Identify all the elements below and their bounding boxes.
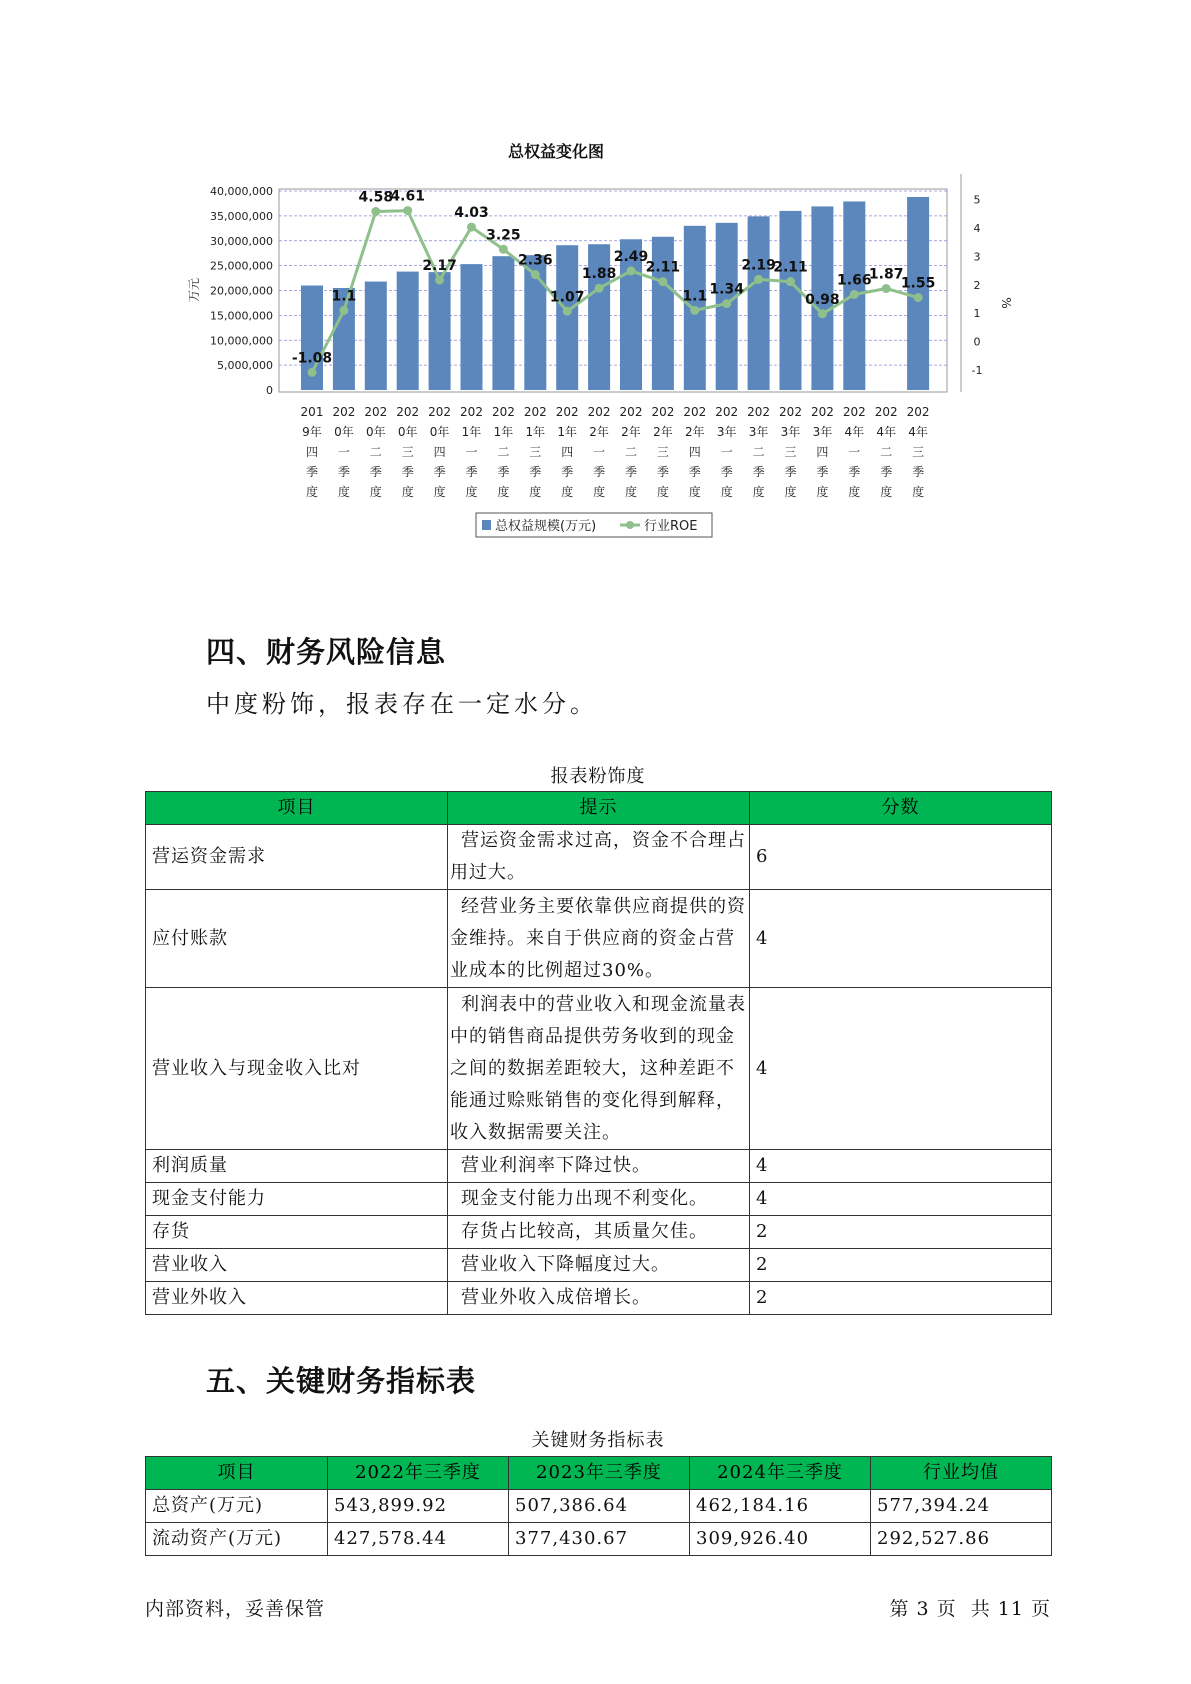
x-tick-label: 度 bbox=[752, 485, 765, 499]
x-tick-label: 季 bbox=[848, 465, 861, 479]
x-tick-label: 4年 bbox=[844, 425, 865, 439]
table-row bbox=[146, 1490, 1052, 1523]
x-tick-label: 三 bbox=[401, 445, 414, 459]
bar bbox=[556, 245, 578, 390]
key-table-caption: 关键财务指标表 bbox=[531, 1430, 665, 1451]
roe-point bbox=[371, 207, 380, 216]
x-tick-label: 三 bbox=[656, 445, 669, 459]
x-tick-label: 度 bbox=[593, 485, 606, 499]
x-tick-label: 0年 bbox=[429, 425, 450, 439]
x-tick-label: 一 bbox=[593, 445, 606, 459]
x-tick-label: 季 bbox=[912, 465, 925, 479]
roe-point bbox=[467, 223, 476, 232]
bar bbox=[748, 216, 770, 390]
table-row bbox=[146, 1150, 1052, 1183]
x-tick-label: 一 bbox=[337, 445, 350, 459]
row-value: 507,386.64 bbox=[509, 1490, 690, 1523]
y-tick-label: 35,000,000 bbox=[210, 209, 273, 223]
x-tick-label: 季 bbox=[816, 465, 829, 479]
roe-point bbox=[531, 270, 540, 279]
row-value: 309,926.40 bbox=[690, 1523, 871, 1556]
roe-data-label: 1.88 bbox=[581, 266, 617, 283]
y2-tick-label: 5 bbox=[973, 193, 981, 207]
x-tick-label: 季 bbox=[305, 465, 319, 479]
x-tick-label: 二 bbox=[752, 445, 765, 459]
x-tick-label: 202 bbox=[332, 405, 356, 419]
roe-point bbox=[403, 206, 412, 215]
x-tick-label: 202 bbox=[619, 405, 643, 419]
footer-confidential: 内部资料，妥善保管 bbox=[145, 1598, 326, 1620]
roe-point bbox=[658, 277, 667, 286]
roe-data-label: 1.1 bbox=[331, 288, 357, 305]
x-tick-label: 二 bbox=[369, 445, 382, 459]
x-tick-label: 9年 bbox=[302, 425, 322, 439]
x-tick-label: 202 bbox=[747, 405, 771, 419]
x-tick-label: 度 bbox=[784, 485, 797, 499]
x-tick-label: 季 bbox=[433, 465, 446, 479]
risk-table-header bbox=[146, 792, 1052, 825]
roe-point bbox=[499, 245, 508, 254]
table-row bbox=[146, 1216, 1052, 1249]
x-tick-label: 度 bbox=[912, 485, 925, 499]
chart-title: 总权益变化图 bbox=[507, 142, 605, 161]
x-tick-label: 202 bbox=[874, 405, 898, 419]
x-tick-label: 季 bbox=[529, 465, 542, 479]
row-item: 应付账款 bbox=[146, 890, 448, 988]
legend-swatch-dot bbox=[626, 521, 634, 529]
roe-data-label: 1.34 bbox=[709, 281, 744, 298]
header-score: 分数 bbox=[750, 792, 1052, 825]
x-tick-label: 4年 bbox=[876, 425, 897, 439]
x-tick-label: 202 bbox=[587, 405, 611, 419]
row-score: 4 bbox=[750, 890, 1052, 988]
x-tick-label: 202 bbox=[491, 405, 515, 419]
x-tick-label: 四 bbox=[561, 445, 574, 459]
x-tick-label: 202 bbox=[842, 405, 866, 419]
x-tick-label: 季 bbox=[561, 465, 574, 479]
row-item: 流动资产(万元) bbox=[146, 1523, 328, 1556]
x-tick-label: 二 bbox=[880, 445, 893, 459]
row-item: 营业收入与现金收入比对 bbox=[146, 988, 448, 1150]
roe-point bbox=[722, 299, 731, 308]
roe-data-label: 4.03 bbox=[454, 205, 489, 222]
y-tick-label: 40,000,000 bbox=[210, 185, 273, 198]
x-tick-label: 二 bbox=[624, 445, 638, 459]
row-item: 总资产(万元) bbox=[146, 1490, 328, 1523]
row-item: 营业外收入 bbox=[146, 1282, 448, 1315]
roe-data-label: 1.87 bbox=[868, 266, 904, 283]
x-tick-label: 一 bbox=[720, 445, 733, 459]
x-tick-label: 度 bbox=[337, 485, 350, 499]
row-tip: 存货占比较高，其质量欠佳。 bbox=[448, 1216, 750, 1249]
bar bbox=[492, 256, 514, 390]
x-tick-label: 2年 bbox=[653, 425, 673, 439]
roe-point bbox=[595, 284, 604, 293]
x-tick-label: 2年 bbox=[684, 425, 705, 439]
roe-data-label: 2.36 bbox=[518, 252, 553, 269]
x-tick-label: 三 bbox=[784, 445, 797, 459]
x-tick-label: 度 bbox=[561, 485, 574, 499]
x-tick-label: 三 bbox=[529, 445, 542, 459]
row-value: 427,578.44 bbox=[328, 1523, 509, 1556]
roe-data-label: 2.11 bbox=[773, 259, 808, 276]
x-tick-label: 季 bbox=[624, 465, 638, 479]
roe-data-label: 3.25 bbox=[486, 227, 521, 244]
x-tick-label: 0年 bbox=[334, 425, 354, 439]
roe-data-label: 1.66 bbox=[837, 272, 872, 289]
x-tick-label: 202 bbox=[555, 405, 579, 419]
x-tick-label: 度 bbox=[624, 485, 638, 499]
row-value: 543,899.92 bbox=[328, 1490, 509, 1523]
roe-data-label: 1.55 bbox=[900, 275, 936, 292]
row-item: 营业收入 bbox=[146, 1249, 448, 1282]
x-tick-label: 一 bbox=[848, 445, 861, 459]
row-tip: 营业利润率下降过快。 bbox=[448, 1150, 750, 1183]
bar bbox=[365, 282, 387, 390]
y-tick-label: 25,000,000 bbox=[210, 259, 273, 273]
row-score: 6 bbox=[750, 825, 1052, 890]
risk-table-caption: 报表粉饰度 bbox=[550, 766, 646, 787]
header-2023q3: 2023年三季度 bbox=[509, 1457, 690, 1490]
roe-point bbox=[690, 306, 699, 315]
equity-chart-svg bbox=[150, 140, 1013, 610]
x-tick-label: 季 bbox=[784, 465, 797, 479]
table-row bbox=[146, 1249, 1052, 1282]
x-tick-label: 202 bbox=[779, 405, 802, 419]
roe-data-label: 1.07 bbox=[549, 289, 585, 306]
y-axis-label: 万元 bbox=[187, 277, 201, 303]
bar bbox=[429, 272, 451, 390]
x-tick-label: 一 bbox=[465, 445, 478, 459]
row-item: 利润质量 bbox=[146, 1150, 448, 1183]
row-value: 462,184.16 bbox=[690, 1490, 871, 1523]
bar bbox=[397, 272, 419, 390]
x-tick-label: 季 bbox=[720, 465, 733, 479]
y-tick-label: 30,000,000 bbox=[210, 234, 273, 248]
roe-point bbox=[435, 275, 444, 284]
roe-point bbox=[563, 307, 572, 316]
roe-data-label: 2.17 bbox=[422, 257, 457, 274]
roe-data-label: 4.58 bbox=[358, 189, 394, 206]
row-score: 2 bbox=[750, 1282, 1052, 1315]
row-value: 377,430.67 bbox=[509, 1523, 690, 1556]
row-tip: 营业外收入成倍增长。 bbox=[448, 1282, 750, 1315]
x-tick-label: 度 bbox=[497, 485, 510, 499]
row-score: 2 bbox=[750, 1249, 1052, 1282]
x-tick-label: 度 bbox=[816, 485, 829, 499]
x-tick-label: 度 bbox=[369, 485, 382, 499]
bar bbox=[780, 211, 802, 390]
y2-tick-label: 1 bbox=[973, 307, 981, 321]
x-tick-label: 3年 bbox=[780, 425, 801, 439]
x-tick-label: 度 bbox=[529, 485, 542, 499]
y2-tick-label: 2 bbox=[973, 278, 981, 292]
x-tick-label: 202 bbox=[810, 405, 834, 419]
roe-data-label: 4.61 bbox=[390, 188, 425, 205]
y2-tick-label: 0 bbox=[973, 335, 981, 349]
row-score: 4 bbox=[750, 1183, 1052, 1216]
header-item: 项目 bbox=[146, 792, 448, 825]
key-section-title: 五、关键财务指标表 bbox=[206, 1364, 477, 1398]
x-tick-label: 202 bbox=[364, 405, 388, 419]
table-row bbox=[146, 988, 1052, 1150]
roe-data-label: 2.11 bbox=[645, 259, 681, 276]
x-tick-label: 度 bbox=[433, 485, 446, 499]
y2-tick-label: -1 bbox=[971, 364, 983, 378]
x-tick-label: 2年 bbox=[589, 425, 609, 439]
x-tick-label: 3年 bbox=[716, 425, 737, 439]
row-score: 2 bbox=[750, 1216, 1052, 1249]
header-item: 项目 bbox=[146, 1457, 328, 1490]
x-tick-label: 二 bbox=[497, 445, 510, 459]
x-tick-label: 201 bbox=[300, 405, 324, 419]
x-tick-label: 度 bbox=[656, 485, 669, 499]
legend-label-line: 行业ROE bbox=[644, 519, 698, 534]
x-tick-label: 季 bbox=[337, 465, 350, 479]
key-table-header bbox=[146, 1457, 1052, 1490]
row-tip: 现金支付能力出现不利变化。 bbox=[448, 1183, 750, 1216]
x-tick-label: 度 bbox=[880, 485, 893, 499]
x-tick-label: 度 bbox=[465, 485, 478, 499]
roe-data-label: 2.49 bbox=[613, 248, 649, 265]
x-tick-label: 0年 bbox=[365, 425, 386, 439]
row-tip: 利润表中的营业收入和现金流量表中的销售商品提供劳务收到的现金之间的数据差距较大，这种差距不能通过赊账销售的变化得到解释，收入数据需要关注。 bbox=[448, 988, 750, 1150]
legend-swatch-bar bbox=[482, 520, 491, 530]
row-score: 4 bbox=[750, 1150, 1052, 1183]
row-score: 4 bbox=[750, 988, 1052, 1150]
y-tick-label: 0 bbox=[266, 384, 273, 397]
row-tip: 营业收入下降幅度过大。 bbox=[448, 1249, 750, 1282]
x-tick-label: 1年 bbox=[525, 425, 546, 439]
roe-point bbox=[339, 306, 348, 315]
risk-summary: 中度粉饰，报表存在一定水分。 bbox=[206, 690, 598, 718]
x-tick-label: 季 bbox=[880, 465, 893, 479]
roe-point bbox=[754, 275, 763, 284]
x-tick-label: 1年 bbox=[461, 425, 482, 439]
roe-point bbox=[627, 266, 636, 275]
roe-data-label: 2.19 bbox=[741, 257, 776, 274]
roe-point bbox=[786, 277, 795, 286]
roe-point bbox=[308, 368, 317, 377]
x-tick-label: 0年 bbox=[397, 425, 418, 439]
table-row bbox=[146, 1282, 1052, 1315]
row-item: 存货 bbox=[146, 1216, 448, 1249]
risk-table bbox=[145, 791, 1052, 1315]
x-tick-label: 度 bbox=[688, 485, 701, 499]
roe-data-label: -1.08 bbox=[291, 350, 333, 367]
x-tick-label: 202 bbox=[523, 405, 547, 419]
x-tick-label: 季 bbox=[656, 465, 669, 479]
y2-tick-label: 3 bbox=[973, 250, 981, 264]
y-tick-label: 10,000,000 bbox=[210, 334, 273, 348]
x-tick-label: 202 bbox=[651, 405, 675, 419]
y2-tick-label: 4 bbox=[973, 221, 981, 235]
x-tick-label: 202 bbox=[396, 405, 420, 419]
y-tick-label: 5,000,000 bbox=[217, 359, 273, 373]
y-tick-label: 15,000,000 bbox=[210, 309, 273, 323]
table-row bbox=[146, 1183, 1052, 1216]
x-tick-label: 度 bbox=[305, 485, 319, 499]
header-tip: 提示 bbox=[448, 792, 750, 825]
x-tick-label: 度 bbox=[720, 485, 733, 499]
x-tick-label: 季 bbox=[688, 465, 701, 479]
row-item: 现金支付能力 bbox=[146, 1183, 448, 1216]
key-metrics-table bbox=[145, 1456, 1052, 1556]
x-tick-label: 1年 bbox=[493, 425, 514, 439]
table-row bbox=[146, 890, 1052, 988]
x-tick-label: 季 bbox=[401, 465, 414, 479]
x-tick-label: 季 bbox=[369, 465, 382, 479]
header-2024q3: 2024年三季度 bbox=[690, 1457, 871, 1490]
x-tick-label: 202 bbox=[715, 405, 739, 419]
x-tick-label: 季 bbox=[497, 465, 510, 479]
x-tick-label: 202 bbox=[683, 405, 707, 419]
legend-label-bar: 总权益规模(万元) bbox=[495, 519, 597, 534]
x-tick-label: 1年 bbox=[557, 425, 578, 439]
roe-point bbox=[914, 293, 923, 302]
row-tip: 经营业务主要依靠供应商提供的资金维持。来自于供应商的资金占营业成本的比例超过30%。 bbox=[448, 890, 750, 988]
roe-data-label: 1.1 bbox=[682, 288, 708, 305]
bar bbox=[461, 264, 483, 390]
roe-data-label: 0.98 bbox=[805, 291, 840, 308]
equity-chart bbox=[150, 140, 1013, 610]
footer-page-number: 第 3 页 共 11 页 bbox=[889, 1598, 1051, 1620]
x-tick-label: 四 bbox=[688, 445, 701, 459]
roe-point bbox=[850, 290, 859, 299]
row-item: 营运资金需求 bbox=[146, 825, 448, 890]
x-tick-label: 202 bbox=[906, 405, 930, 419]
roe-point bbox=[882, 284, 891, 293]
header-industry-avg: 行业均值 bbox=[871, 1457, 1052, 1490]
row-value: 292,527.86 bbox=[871, 1523, 1052, 1556]
header-2022q3: 2022年三季度 bbox=[328, 1457, 509, 1490]
table-row bbox=[146, 1523, 1052, 1556]
x-tick-label: 季 bbox=[752, 465, 765, 479]
table-row bbox=[146, 825, 1052, 890]
x-tick-label: 四 bbox=[305, 445, 319, 459]
risk-section-title: 四、财务风险信息 bbox=[206, 635, 447, 669]
x-tick-label: 4年 bbox=[908, 425, 928, 439]
y-tick-label: 20,000,000 bbox=[210, 284, 273, 298]
y2-axis-label: % bbox=[999, 297, 1013, 309]
x-tick-label: 度 bbox=[848, 485, 861, 499]
x-tick-label: 四 bbox=[433, 445, 446, 459]
x-tick-label: 202 bbox=[428, 405, 452, 419]
x-tick-label: 度 bbox=[401, 485, 414, 499]
x-tick-label: 三 bbox=[912, 445, 925, 459]
x-tick-label: 2年 bbox=[621, 425, 641, 439]
x-tick-label: 3年 bbox=[748, 425, 769, 439]
roe-point bbox=[818, 309, 827, 318]
x-tick-label: 四 bbox=[816, 445, 829, 459]
row-value: 577,394.24 bbox=[871, 1490, 1052, 1523]
x-tick-label: 3年 bbox=[812, 425, 833, 439]
row-tip: 营运资金需求过高，资金不合理占用过大。 bbox=[448, 825, 750, 890]
x-tick-label: 202 bbox=[460, 405, 483, 419]
x-tick-label: 季 bbox=[593, 465, 606, 479]
x-tick-label: 季 bbox=[465, 465, 478, 479]
